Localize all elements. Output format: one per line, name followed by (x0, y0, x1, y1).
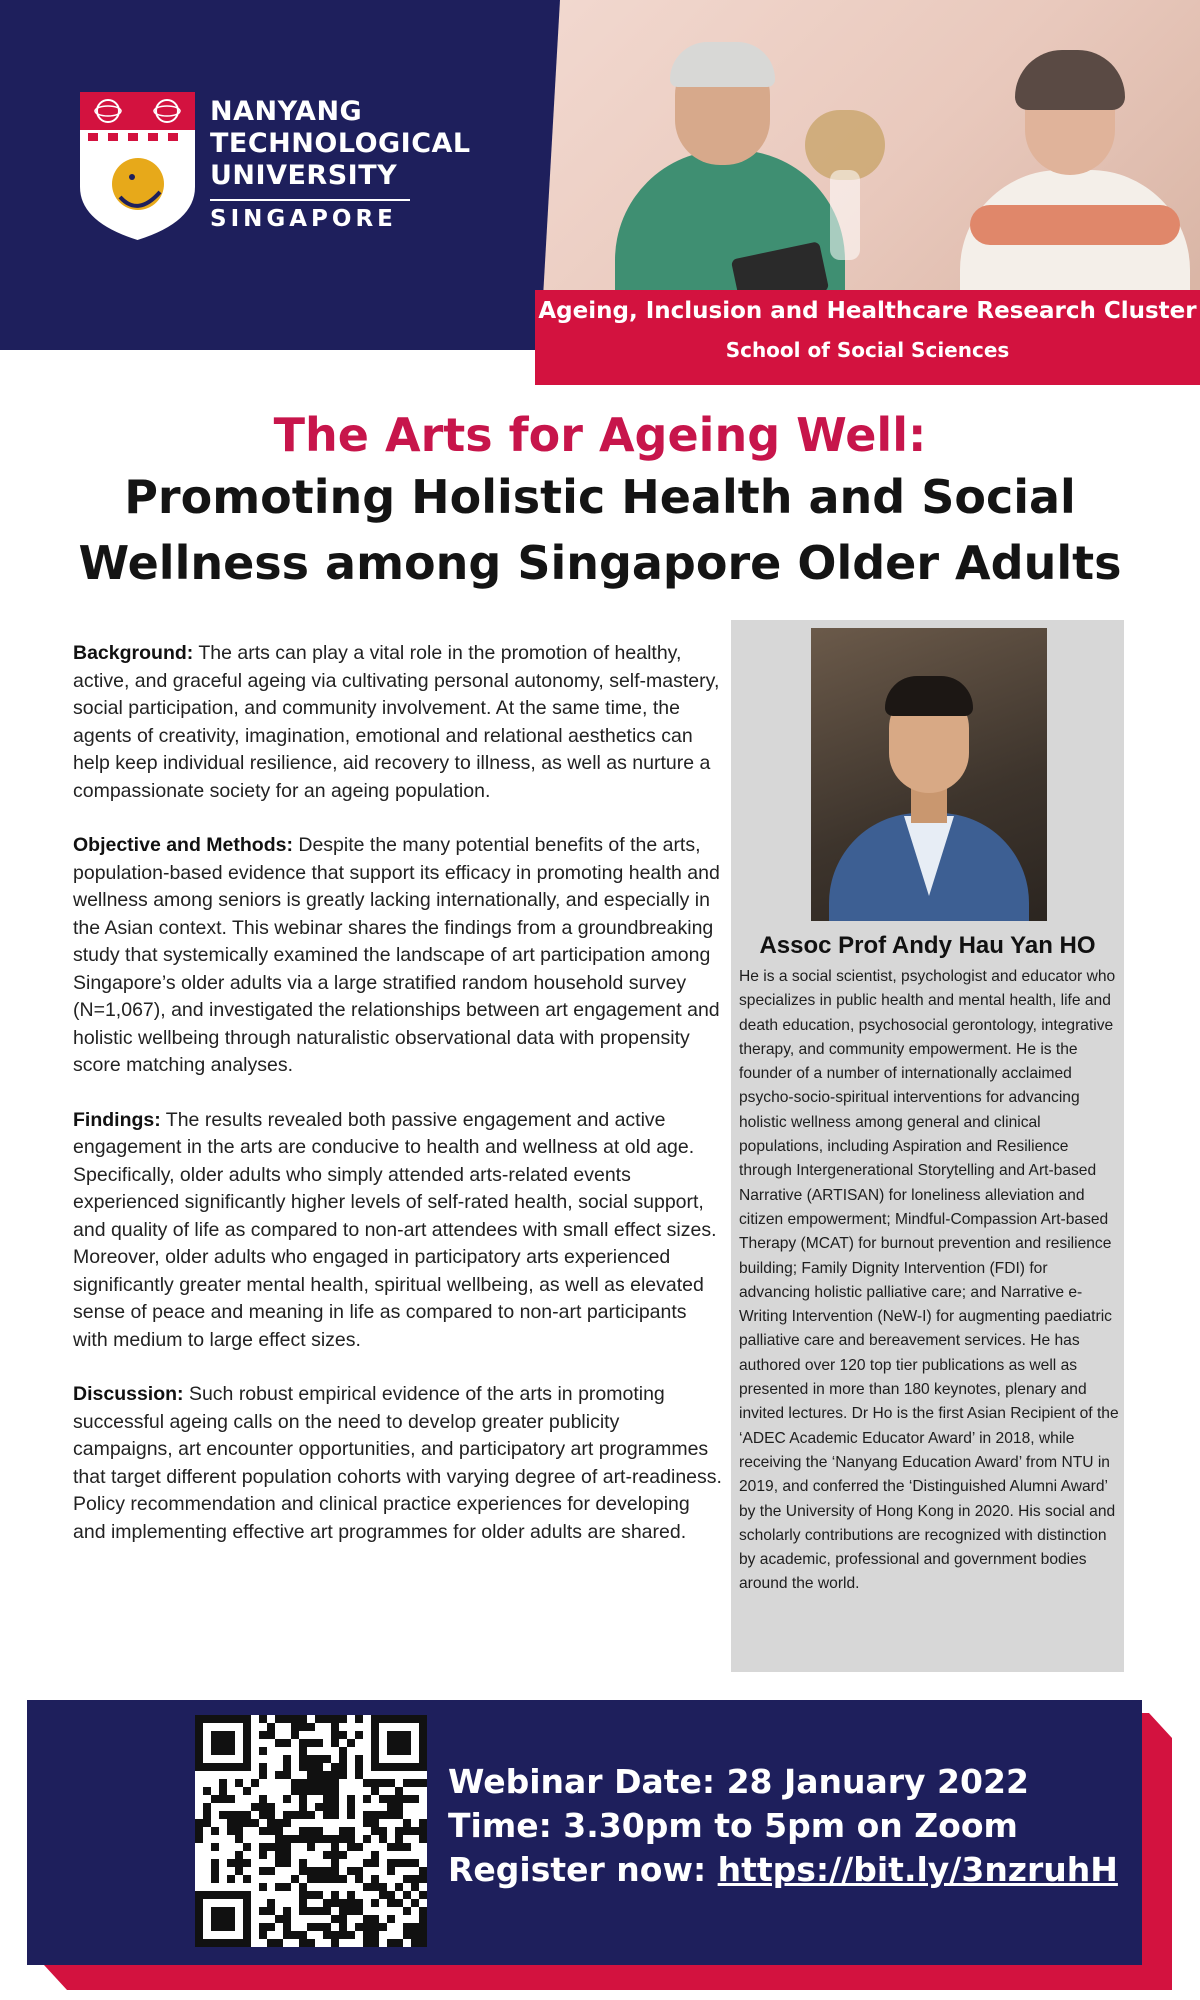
findings-text: The results revealed both passive engagement and active engagement in the arts are conducive to health and wellness at old age. Specifically, older adults who simply attended arts-related events experienced significantly higher levels of self-rated health, social support, and quality of life as compared to non-art attendees with small effect sizes. Moreover, older adults who engaged in participatory arts experienced significantly greater mental health, spiritual wellbeing, as well as elevated sense of peace and meaning in life as compared to non-art participants with medium to large effect sizes. (73, 1108, 717, 1351)
speaker-photo (811, 628, 1047, 921)
discussion-paragraph (73, 1381, 723, 1546)
photo-woman-hair (1015, 50, 1125, 110)
ntu-crest-icon (80, 92, 195, 240)
abstract-column (73, 640, 723, 1573)
page-title-line-3: Wellness among Singapore Older Adults (78, 536, 1122, 590)
university-country: SINGAPORE (210, 206, 397, 232)
university-name (210, 96, 471, 192)
university-name-line-2: TECHNOLOGICAL (210, 128, 471, 159)
page-title-line-2: Promoting Holistic Health and Social (124, 470, 1076, 524)
webinar-time: Time: 3.30pm to 5pm on Zoom (448, 1806, 1018, 1845)
university-name-line-1: NANYANG (210, 96, 363, 127)
objective-text: Despite the many potential benefits of the arts, population-based evidence that support its efficacy in promoting health and wellness among seniors is greatly lacking internationally, and especially in the Asian context. This webinar shares the findings from a groundbreaking study that systemically examined the landscape of art participation among Singapore’s older adults via a large stratified random household survey (N=1,067), and investigated the relationships between art engagement and holistic wellbeing through naturalistic observational data with propensity score matching analyses. (73, 834, 720, 1076)
speaker-bio-box (731, 620, 1124, 1672)
school-title: School of Social Sciences (725, 338, 1010, 362)
findings-paragraph (73, 1107, 723, 1355)
findings-label: Findings: (73, 1108, 161, 1131)
discussion-label: Discussion: (73, 1383, 184, 1405)
speaker-bio: He is a social scientist, psychologist and educator who specializes in public health and mental health, life and death education, psychosocial gerontology, integrative therapy, and community empowerment. He is the founder of a number of internationally acclaimed psycho-socio-spiritual interventions for advancing holistic wellness among general and clinical populations, including Aspiration and Resilience through Intergenerational Storytelling and Art-based Narrative (ARTISAN) for loneliness alleviation and citizen empowerment; Mindful-Compassion Art-based Therapy (MCAT) for burnout prevention and resilience building; Family Dignity Intervention (FDI) for advancing holistic palliative care; and Narrative e-Writing Intervention (NeW-I) for augmenting paediatric palliative care and bereavement services. He has authored over 120 top tier publications as well as presented in more than 180 keynotes, plenary and invited lectures. Dr Ho is the first Asian Recipient of the ‘ADEC Academic Educator Award’ in 2018, while receiving the ‘Nanyang Education Award’ from NTU in 2019, and conferred the ‘Distinguished Alumni Award’ by the University of Hong Kong in 2020. His social and scholarly contributions are recognized with distinction by academic, professional and government bodies around the world. (739, 968, 1119, 1593)
photo-woman-scarf (970, 205, 1180, 245)
cluster-title: Ageing, Inclusion and Healthcare Research Cluster (538, 298, 1197, 324)
older-couple-photo (520, 0, 1200, 300)
university-name-line-3: UNIVERSITY (210, 160, 398, 191)
photo-man-hair (670, 42, 775, 87)
background-label: Background: (73, 642, 194, 664)
speaker-photo-hair (885, 676, 973, 716)
page-title-line-1: The Arts for Ageing Well: (273, 408, 927, 462)
webinar-date: Webinar Date: 28 January 2022 (448, 1762, 1029, 1801)
university-divider (210, 199, 410, 201)
register-line (448, 1850, 1118, 1889)
header-banner (0, 0, 1200, 385)
objective-paragraph (73, 832, 723, 1080)
registration-qr-code-icon[interactable] (195, 1715, 427, 1947)
cluster-banner (535, 290, 1200, 385)
speaker-name: Assoc Prof Andy Hau Yan HO (759, 932, 1096, 959)
register-label: Register now: (448, 1850, 718, 1889)
background-text: The arts can play a vital role in the promotion of healthy, active, and graceful ageing via cultivating personal autonomy, self-mastery, social participation, and community involvement. At the same time, the agents of creativity, imagination, emotional and relational aesthetics can help keep individual resilience, aid recovery to illness, as well as nurture a compassionate society for an ageing population. (73, 642, 720, 802)
discussion-text: Such robust empirical evidence of the arts in promoting successful ageing calls on the need to develop greater publicity campaigns, art encounter opportunities, and participatory art programmes that target different population cohorts with varying degree of art-readiness. Policy recommendation and clinical practice experiences for developing and implementing effective art programmes for older adults are shared. (73, 1383, 722, 1543)
objective-label: Objective and Methods: (73, 834, 293, 856)
background-paragraph (73, 640, 723, 805)
register-link[interactable]: https://bit.ly/3nzruhH (717, 1850, 1118, 1889)
photo-vase (830, 170, 860, 260)
